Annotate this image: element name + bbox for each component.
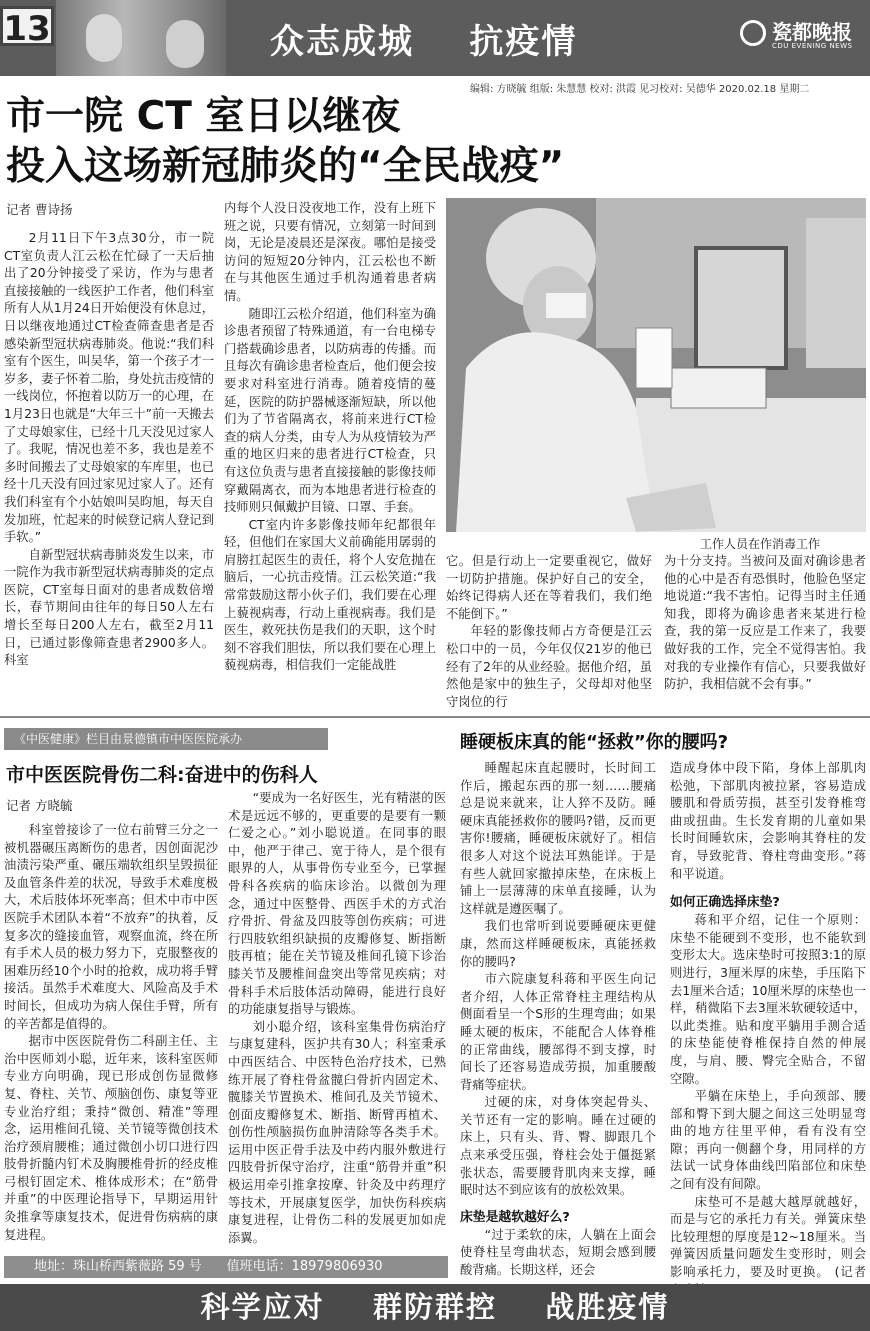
paragraph: 它。但是行动上一定要重视它，做好一切防护措施。保护好自己的安全，始终记得病人还在等着我们，我们绝不能倒下。”	[446, 554, 652, 621]
article1-column-2	[224, 200, 436, 708]
paragraph: 刘小聪介绍，该科室集骨伤病治疗与康复建科，医护共有30人；科室秉承中西医结合、中医特色治疗技术，已熟练开展了脊柱骨盆髋臼骨折内固定术、髋膝关节置换术、椎间孔及关节镜术、创面皮瓣修复术、断指、断臂再植术、创伤性颅脑损伤血肿清除等各类手术。运用中医正骨手法及中药内服外敷进行四肢骨折保守治疗，注重“筋骨并重”积极运用牵引推拿按摩、针灸及中药理疗等技术，开展康复医学，加快伤科疾病康复进程，让骨伤二科的发展更加如虎添翼。	[228, 1019, 446, 1245]
news-photo	[446, 198, 866, 532]
editor-credits: 编辑: 方晓毓 组版: 朱慧慧 校对: 洪霞 见习校对: 吴德华 2020.02.18 星期二	[470, 84, 810, 95]
paragraph: 蒋和平介绍，记住一个原则：床垫不能硬到不变形，也不能软到变形太大。选床垫时可按照3:1的原则进行，3厘米厚的床垫，手压陷下去1厘米合适；10厘米厚的床垫也一样，稍微陷下去3厘米软硬较适中，以此类推。贴和度平躺用手测合适的床垫能使脊椎保持自然的伸展度，与肩、腰、臀完全贴合，不留空隙。	[670, 913, 866, 1086]
article2-column-1	[4, 822, 218, 1252]
footer-slogan: 科学应对 群防群控 战胜疫情	[0, 1284, 870, 1331]
paragraph: 平躺在床垫上，手向颈部、腰部和臀下到大腿之间这三处明显弯曲的地方往里平伸，看有没有空隙；再向一侧翻个身，用同样的方法试一试身体曲线凹陷部位和床垫之间有没有间隙。	[670, 1089, 866, 1192]
paragraph: CT室内许多影像技师年纪都很年轻，但他们在家国大义前确能用孱弱的肩膀扛起医生的责任，将个人安危抛在脑后，一心抗击疫情。江云松笑道:“我常常鼓励这帮小伙子们，我们要在心理上藐视病毒，行动上重视病毒。我们是医生，救死扶伤是我们的天职，这个时刻不容我们胆怯，所以我们要在心理上藐视病毒，相信我们一定能战胜	[224, 517, 436, 673]
section-title: 众志成城 抗疫情	[270, 22, 578, 62]
article1-column-4	[664, 553, 866, 713]
paragraph: 市六院康复科蒋和平医生向记者介绍，人体正常脊柱主理结构从侧面看呈一个S形的生理弯曲；如果睡太硬的板床，不能配合人体脊椎的正常曲线，腰部得不到支撑，时间长了还容易造成劳损，加重腰酸背痛等症状。	[460, 972, 656, 1092]
paragraph: 年轻的影像技师占方奇便是江云松口中的一员，今年仅仅21岁的他已经有了2年的从业经验。据他介绍，虽然他是家中的独生子，父母却对他坚守岗位的行	[446, 624, 652, 709]
paragraph: 床垫可不是越大越厚就越好，而是与它的承托力有关。弹簧床垫比较理想的厚度是12~18厘米。当弹簧因质量问题发生变形时，则会影响承托力，要及时更换。 (记者	[670, 1194, 866, 1280]
paragraph: 自新型冠状病毒肺炎发生以来，市一院作为我市新型冠状病毒肺炎的定点医院，CT室每日面对的患者成数倍增长，春节期间由往年的每日50人左右增长至每日200人左右，截至2月11日，已通过影像筛查患者2900多人。科室	[4, 547, 214, 668]
photo-illustration	[446, 198, 866, 532]
paragraph: 内每个人没日没夜地工作，没有上班下班之说，只要有情况，立刻第一时间到岗，无论是凌晨还是深夜。哪怕是接受访问的短短20分钟内，江云松也不断在与其他医生通过手机沟通着患者病情。	[224, 201, 436, 303]
paragraph: 2月11日下午3点30分，市一院CT室负责人江云松在忙碌了一天后抽出了20分钟接受了采访，作为与患者直接接触的一线医护工作者，他们科室所有人从1月24日开始便没有休息过，日以继夜地通过CT检查筛查患者是否感染新型冠状病毒肺炎。他说:“我们科室有个医生，叫吴华，第一个孩子才一岁多，妻子怀着二胎，身处抗击疫情的一线岗位，怀抱着以防万一的心理，在1月23日也就是“大年三十”前一天搬去了丈母娘家住，已经十几天没见过家人了。我呢，情况也差不多，我也是差不多时间搬去了丈母娘家的车库里，也已经十几天没有回过家见过家人了。还有我们科室有个小姑娘叫吴昀旭，每天自发加班，忙起来的时候登记病人登记到手软。”	[4, 231, 214, 545]
paragraph: 据市中医医院骨伤二科副主任、主治中医师刘小聪，近年来，该科室医师专业方向明确，现已形成创伤显微修复、脊柱、关节、颅脑创伤、康复等亚专业治疗组；秉持“微创、精准”等理念，运用椎间孔镜、关节镜等微创技术治疗颈肩腰椎；通过微创小切口进行四肢骨折髓内钉术及胸腰椎骨折的经皮椎弓根钉固定术、椎体成形术；在“筋骨并重”的中医理论指导下，早期运用针灸推拿等康复技术，促进骨伤病病的康复进程。	[4, 1034, 218, 1242]
headline-line1: 市一院 CT 室日以继夜	[6, 94, 401, 139]
article1-column-1	[4, 230, 214, 708]
article3-subhead-2: 如何正确选择床垫?	[670, 895, 780, 911]
address-bar: 地址：珠山桥西紫薇路 59 号 值班电话：18979806930	[4, 1256, 448, 1278]
page-number: 13	[0, 6, 54, 46]
paragraph: “过于柔软的床，人躺在上面会使脊柱呈弯曲状态，短期会感到腰酸背痛。长期这样，还会	[460, 1227, 656, 1278]
logo-mark-icon	[740, 20, 766, 46]
paragraph: “要成为一名好医生，光有精湛的医术是远远不够的，更重要的是要有一颗仁爱之心。”刘小聪说道。在同事的眼中，他严于律己、宽于待人，是个很有眼界的人，从事骨伤专业至今，已掌握骨科各疾病的临床诊治。以微创为理念，通过中医整骨、西医手术的方式治疗骨折、骨盆及四肢等创伤疾病；可进行四肢软组织缺损的皮瓣修复、断指断肢再植；能在关节镜及椎间孔镜下诊治膝关节及腰椎间盘突出等常见疾病；对骨科手术后肢体活动障碍，能进行良好的功能康复指导与锻炼。	[228, 791, 446, 1017]
paragraph: 为十分支持。当被问及面对确诊患者他的心中是否有恐惧时，他脸色坚定地说道:“我不害怕。记得当时主任通知我，即将为确诊患者来某进行检查，我的第一反应是工作来了，我要做好我的工作，完全不觉得害怕。我对我的专业操作有信心，只要我做好防护，我相信就不会有事。”	[664, 554, 866, 692]
section-divider	[0, 716, 870, 718]
photo-caption: 工作人员在作消毒工作	[700, 537, 821, 551]
paper-name-en: CDU EVENING NEWS	[772, 42, 853, 50]
article3-column-1	[460, 760, 656, 1278]
headline	[6, 92, 564, 192]
paragraph: 我们也常听到说要睡硬床更健康，然而这样睡硬板床，真能拯救你的腰吗?	[460, 919, 656, 969]
article3-column-2	[670, 760, 866, 1280]
article3-title: 睡硬板床真的能“拯救”你的腰吗?	[460, 732, 729, 753]
paper-name: 瓷都晚报	[772, 20, 852, 44]
article2-title-main: 奋进中的伤科人	[184, 764, 318, 786]
paragraph: 随即江云松介绍道，他们科室为确诊患者预留了特殊通道，有一台电梯专门搭载确诊患者，以防病毒的传播。而且每次有确诊患者检查后，他们便会按要求对科室进行消毒。随着疫情的蔓延，医院的防护器械逐渐短缺，所以他们为了节省隔离衣，将前来进行CT检查的病人分类，由专人为从疫情较为严重的地区归来的患者进行CT检查，只有这位负责与患者直接接触的影像技师穿戴隔离衣，而为本地患者进行检查的技师则只佩戴护目镜、口罩、手套。	[224, 306, 436, 515]
masthead-photo	[56, 0, 226, 76]
article2-column-2	[228, 790, 446, 1252]
paragraph: 科室曾接诊了一位右前臂三分之一被机器碾压离断伤的患者，因创面泥沙油渍污染严重、碾压端软组织呈毁损征及血管条件差的状况，导致手术难度极大，术后肢体坏死率高；但术中市中医医院手术团队本着“不放弃”的执着，反复多次的缝接血管，观察血流，终在所有手术人员的极力努力下，克服整夜的困难历经10个小时的抢救，成功将手臂接活。虽然手术难度大、风险高及手术时间长，但成功为病人保住手臂，所有的辛苦都是值得的。	[4, 823, 218, 1031]
paragraph: 睡醒起床直起腰时，长时间工作后，搬起东西的那一刻……腰痛总是说来就来，让人猝不及防。睡硬床真能拯救你的腰吗?错，反而更害你!腰痛，睡硬板床就好了。相信很多人对这个说法耳熟能详。于是有些人就回家撤掉床垫，在床板上铺上一层薄薄的床单直接睡，认为这样就是遵医嘱了。	[460, 761, 656, 916]
paragraph: 过硬的床，对身体突起骨头、关节还有一定的影响。睡在过硬的床上，只有头、背、臀、脚跟几个点来承受压强，脊柱会处于僵挺紧张状态，需要腰背肌肉来支撑，睡眠时达不到应该有的放松效果。	[460, 1095, 656, 1198]
article1-byline: 记者 曹诗扬	[6, 202, 73, 217]
paragraph: 造成身体中段下陷，身体上部肌肉松弛，下部肌肉被拉紧，容易造成腰肌和骨质劳损，甚至引发脊椎弯曲或扭曲。生长发育期的儿童如果长时间睡软床，会影响其脊柱的发育，导致驼背、脊柱弯曲变形。”蒋和平说道。	[670, 761, 866, 881]
article1-column-3	[446, 553, 652, 713]
article2-title-prefix: 市中医医院骨伤二科	[6, 764, 178, 786]
headline-line2: 投入这场新冠肺炎的“全民战疫”	[6, 144, 565, 189]
column-ribbon: 《中医健康》栏目由景德镇市中医医院承办	[4, 728, 328, 750]
article2-title: 市中医医院骨伤二科:奋进中的伤科人	[6, 764, 318, 786]
article3-subhead-1: 床垫是越软越好么?	[460, 1209, 570, 1225]
article2-byline: 记者 方晓毓	[6, 798, 73, 813]
